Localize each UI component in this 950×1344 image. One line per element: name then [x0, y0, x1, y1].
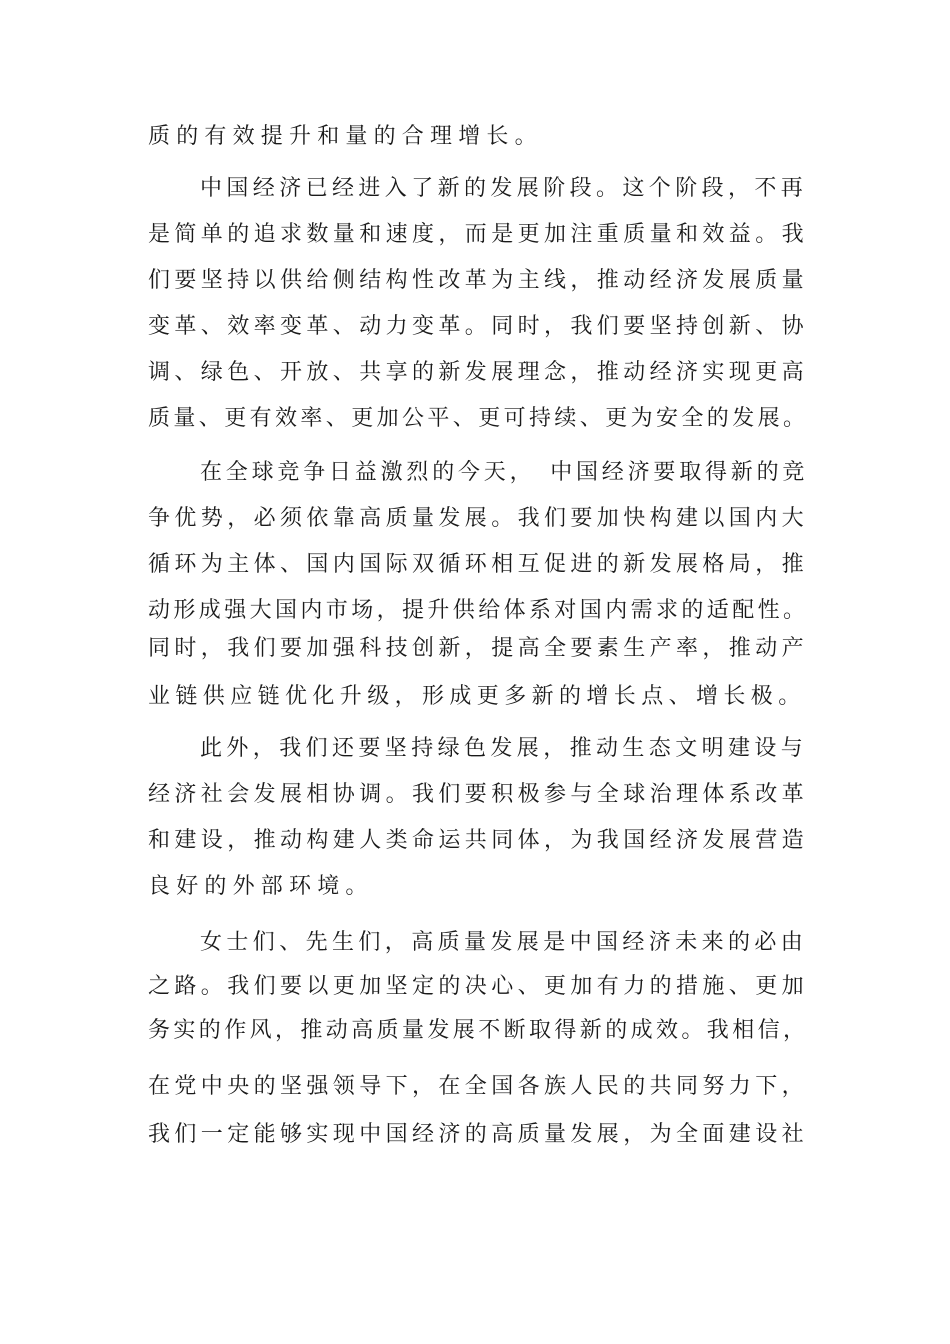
paragraph-first-line: 中国经济已经进入了新的发展阶段。这个阶段，不再	[200, 176, 808, 201]
text-line: 是简单的追求数量和速度，而是更加注重质量和效益。我	[148, 222, 808, 247]
text-line: 变革、效率变革、动力变革。同时，我们要坚持创新、协	[148, 314, 808, 339]
text-line: 循环为主体、国内国际双循环相互促进的新发展格局，推	[148, 552, 808, 577]
text-line: 动形成强大国内市场，提升供给体系对国内需求的适配性。	[148, 598, 808, 623]
text-line: 争优势，必须依靠高质量发展。我们要加快构建以国内大	[148, 506, 808, 531]
text-line: 们要坚持以供给侧结构性改革为主线，推动经济发展质量	[148, 268, 808, 293]
text-line: 调、绿色、开放、共享的新发展理念，推动经济实现更高	[148, 360, 808, 385]
paragraph-first-line: 在全球竞争日益激烈的今天， 中国经济要取得新的竞	[200, 460, 808, 485]
text-line: 之路。我们要以更加坚定的决心、更加有力的措施、更加	[148, 974, 808, 999]
text-line: 质的有效提升和量的合理增长。	[148, 124, 543, 149]
text-line: 同时，我们要加强科技创新，提高全要素生产率，推动产	[148, 636, 808, 661]
text-line: 务实的作风，推动高质量发展不断取得新的成效。我相信，	[148, 1018, 808, 1043]
text-line: 我们一定能够实现中国经济的高质量发展，为全面建设社	[148, 1122, 808, 1147]
text-line: 经济社会发展相协调。我们要积极参与全球治理体系改革	[148, 782, 808, 807]
text-line: 和建设，推动构建人类命运共同体，为我国经济发展营造	[148, 828, 808, 853]
text-line: 业链供应链优化升级，形成更多新的增长点、增长极。	[148, 684, 806, 709]
text-line: 质量、更有效率、更加公平、更可持续、更为安全的发展。	[148, 406, 808, 431]
text-line: 在党中央的坚强领导下，在全国各族人民的共同努力下，	[148, 1074, 808, 1099]
paragraph-first-line: 女士们、先生们，高质量发展是中国经济未来的必由	[200, 930, 808, 955]
text-line: 良好的外部环境。	[148, 874, 374, 899]
paragraph-first-line: 此外，我们还要坚持绿色发展，推动生态文明建设与	[200, 736, 808, 761]
